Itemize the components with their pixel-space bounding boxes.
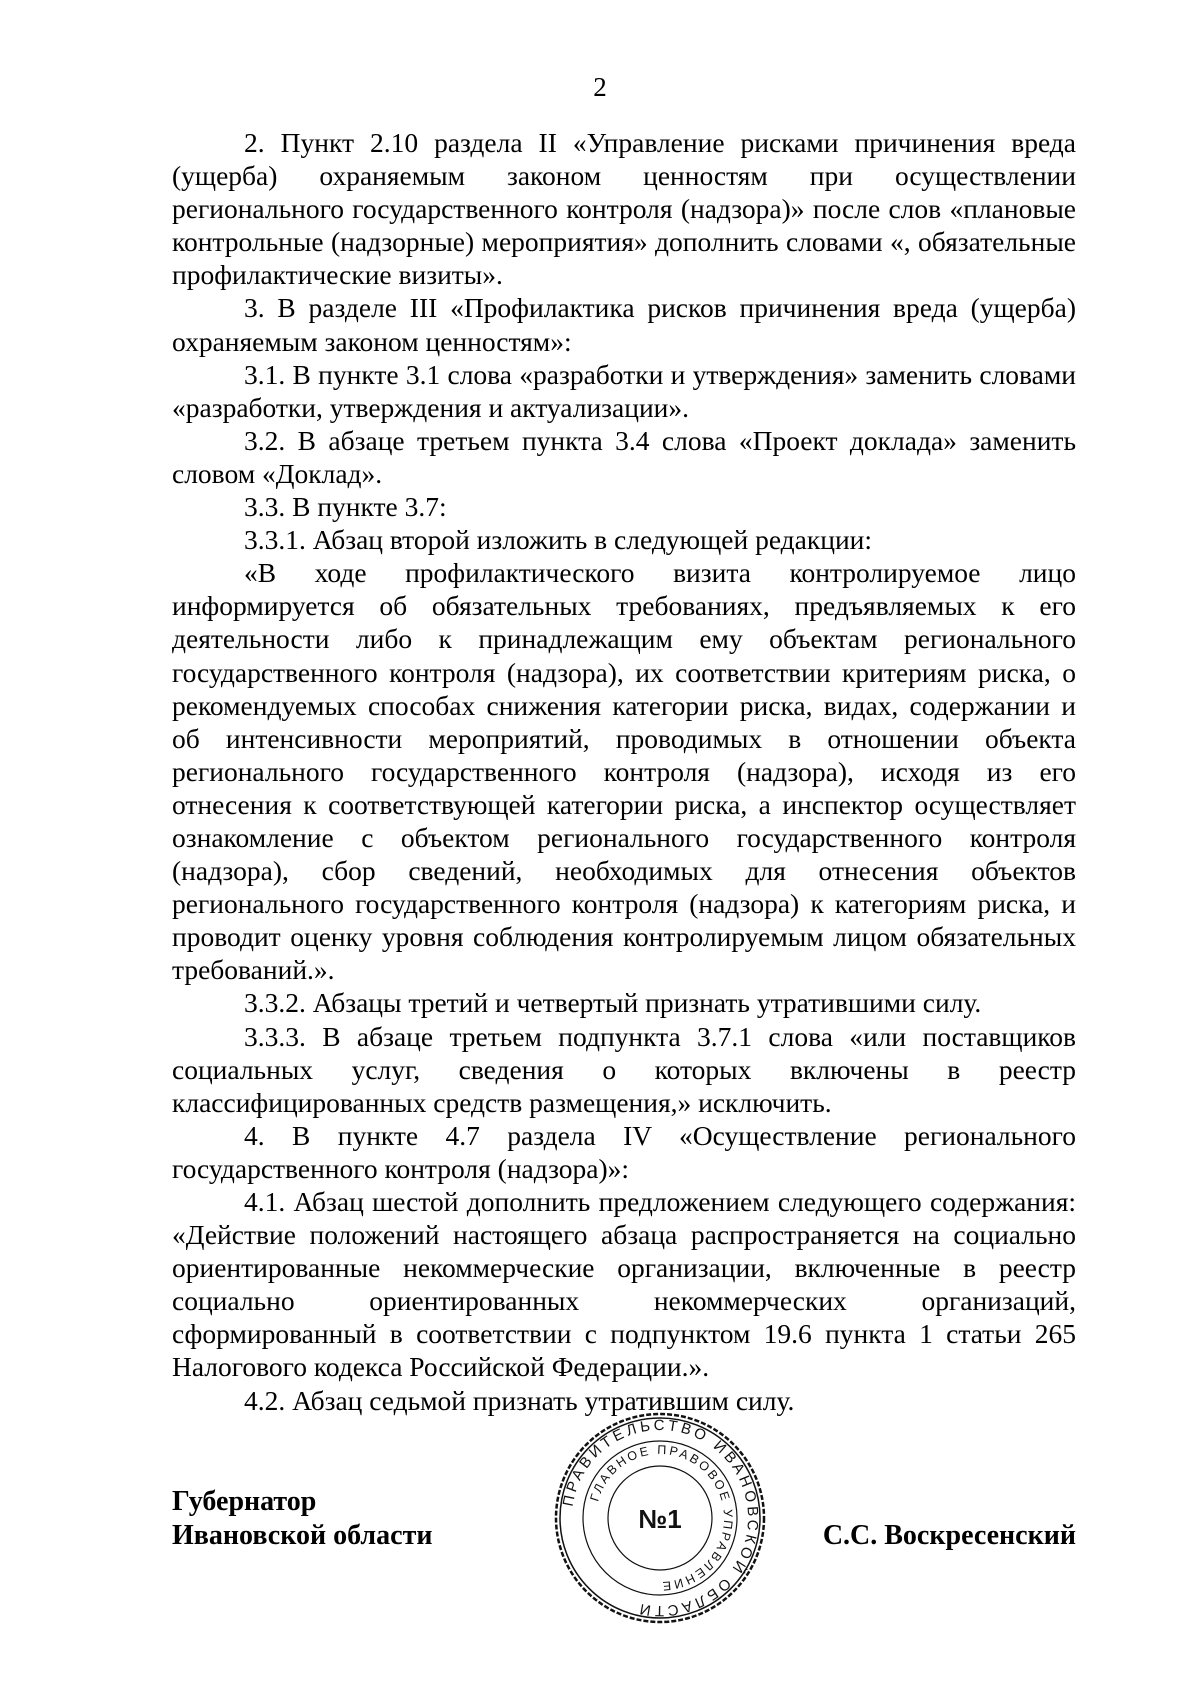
paragraph-quoted-text: «В ходе профилактического визита контролируемое лицо информируется об обязательных требованиях, предъявляемых к его деятельности либо к принадлежащим ему объектам регионального государственного контроля (надзора), их соответствии критериям риска, о рекомендуемых способах снижения категории риска, видах, содержании и об интенсивности мероприятий, проводимых в отношении объекта регионального государственного контроля (надзора), исходя из его отнесения к соответствующей категории риска, а инспектор осуществляет ознакомление с объектом регионального государственного контроля (надзора), сбор сведений, необходимых для отнесения объектов регионального государственного контроля (надзора) к категориям риска, и проводит оценку уровня соблюдения контролируемым лицом обязательных требований.». bbox=[172, 557, 1076, 986]
paragraph-item-2: 2. Пункт 2.10 раздела II «Управление рисками причинения вреда (ущерба) охраняемым законом ценностям при осуществлении регионального государственного контроля (надзора)» после слов «плановые контрольные (надзорные) мероприятия» дополнить словами «, обязательные профилактические визиты». bbox=[172, 127, 1076, 291]
signatory-title bbox=[172, 1485, 432, 1553]
page-number: 2 bbox=[593, 72, 607, 102]
paragraph-item-3-1: 3.1. В пункте 3.1 слова «разработки и утверждения» заменить словами «разработки, утверждения и актуализации». bbox=[172, 358, 1076, 423]
signatory-title-line2: Ивановской области bbox=[172, 1520, 433, 1551]
paragraph-item-3-3-3: 3.3.3. В абзаце третьем подпункта 3.7.1 слова «или поставщиков социальных услуг, сведения о которых включены в реестр классифицированных средств размещения,» исключить. bbox=[172, 1020, 1076, 1118]
signatory-name: С.С. Воскресенский bbox=[822, 1520, 1076, 1551]
stamp-inner-text: ГЛАВНОЕ ПРАВОВОЕ УПРАВЛЕНИЕ bbox=[587, 1442, 736, 1594]
paragraph-item-3-3-1: 3.3.1. Абзац второй изложить в следующей редакции: bbox=[244, 524, 873, 556]
paragraph-item-3-2: 3.2. В абзаце третьем пункта 3.4 слова «Проект доклада» заменить словом «Доклад». bbox=[172, 424, 1076, 489]
stamp-graphic bbox=[550, 1408, 770, 1628]
signatory-title-line1: Губернатор bbox=[172, 1486, 317, 1517]
paragraph-item-3: 3. В разделе III «Профилактика рисков причинения вреда (ущерба) охраняемым законом ценностям»: bbox=[172, 292, 1076, 357]
paragraph-item-3-3-2: 3.3.2. Абзацы третий и четвертый признать утратившими силу. bbox=[244, 987, 982, 1019]
paragraph-item-4-1: 4.1. Абзац шестой дополнить предложением следующего содержания: «Действие положений настоящего абзаца распространяется на социально ориентированные некоммерческие организации, включенные в реестр социально ориентированных некоммерческих организаций, сформированный в соответствии с подпунктом 19.6 пункта 1 статьи 265 Налогового кодекса Российской Федерации.». bbox=[172, 1186, 1076, 1383]
paragraph-item-3-3: 3.3. В пункте 3.7: bbox=[244, 491, 447, 523]
paragraph-item-4: 4. В пункте 4.7 раздела IV «Осуществление регионального государственного контроля (надзора)»: bbox=[172, 1119, 1076, 1184]
stamp-outer-text: ПРАВИТЕЛЬСТВО ИВАНОВСКОЙ ОБЛАСТИ bbox=[559, 1416, 762, 1620]
official-stamp bbox=[550, 1408, 770, 1628]
paragraph-item-4-2: 4.2. Абзац седьмой признать утратившим силу. bbox=[244, 1384, 795, 1416]
document-body bbox=[172, 126, 1076, 1417]
stamp-number: №1 bbox=[638, 1504, 682, 1534]
